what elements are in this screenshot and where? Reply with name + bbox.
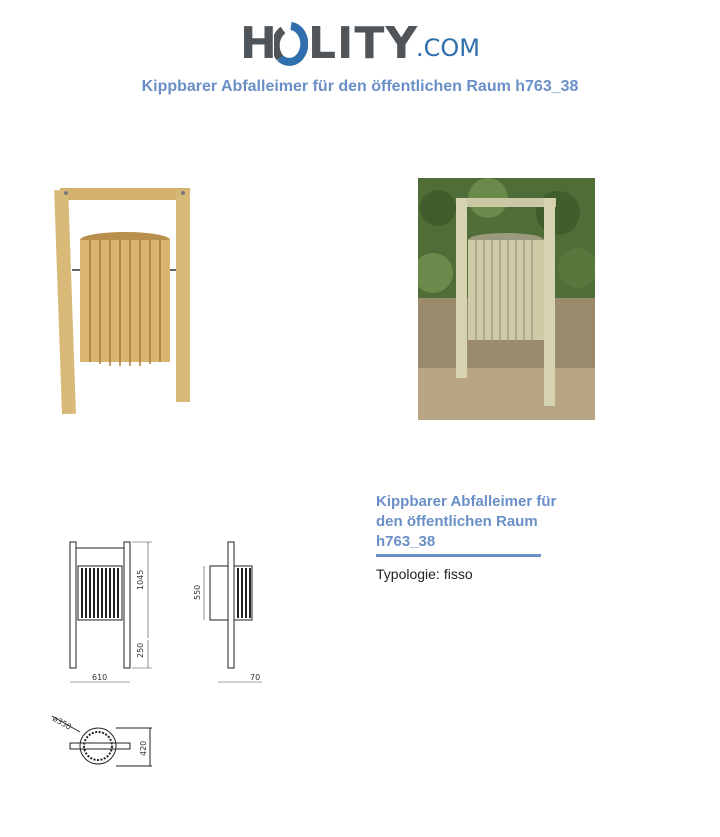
dim-front-width: 610 xyxy=(92,673,108,682)
dim-front-height: 1045 xyxy=(136,569,145,590)
holity-logo[interactable] xyxy=(240,12,490,72)
dim-side-height: 550 xyxy=(193,584,202,600)
logo-o-icon xyxy=(274,22,308,66)
logo-domain: .COM xyxy=(416,34,480,62)
product-title: Kippbarer Abfalleimer für den öffentlichen Raum h763_38 xyxy=(376,493,557,550)
dim-front-bottom: 250 xyxy=(136,642,145,658)
front-view xyxy=(70,542,130,668)
logo-letter-h: H xyxy=(240,18,278,69)
dim-top-diameter: ø350 xyxy=(51,713,73,732)
typology-line xyxy=(376,566,477,582)
page-title: Kippbarer Abfalleimer für den öffentlichen Raum h763_38 xyxy=(141,78,579,95)
product-image-render[interactable] xyxy=(50,180,200,420)
typology-label: Typologie: xyxy=(376,566,440,582)
typology-value: fisso xyxy=(443,566,473,582)
dim-top-depth: 420 xyxy=(139,740,148,756)
technical-drawing[interactable] xyxy=(40,530,280,780)
product-image-photo[interactable] xyxy=(418,178,595,420)
dim-side-depth: 70 xyxy=(250,673,261,682)
title-divider xyxy=(376,554,541,557)
logo-text-lity: LITY xyxy=(308,18,419,69)
